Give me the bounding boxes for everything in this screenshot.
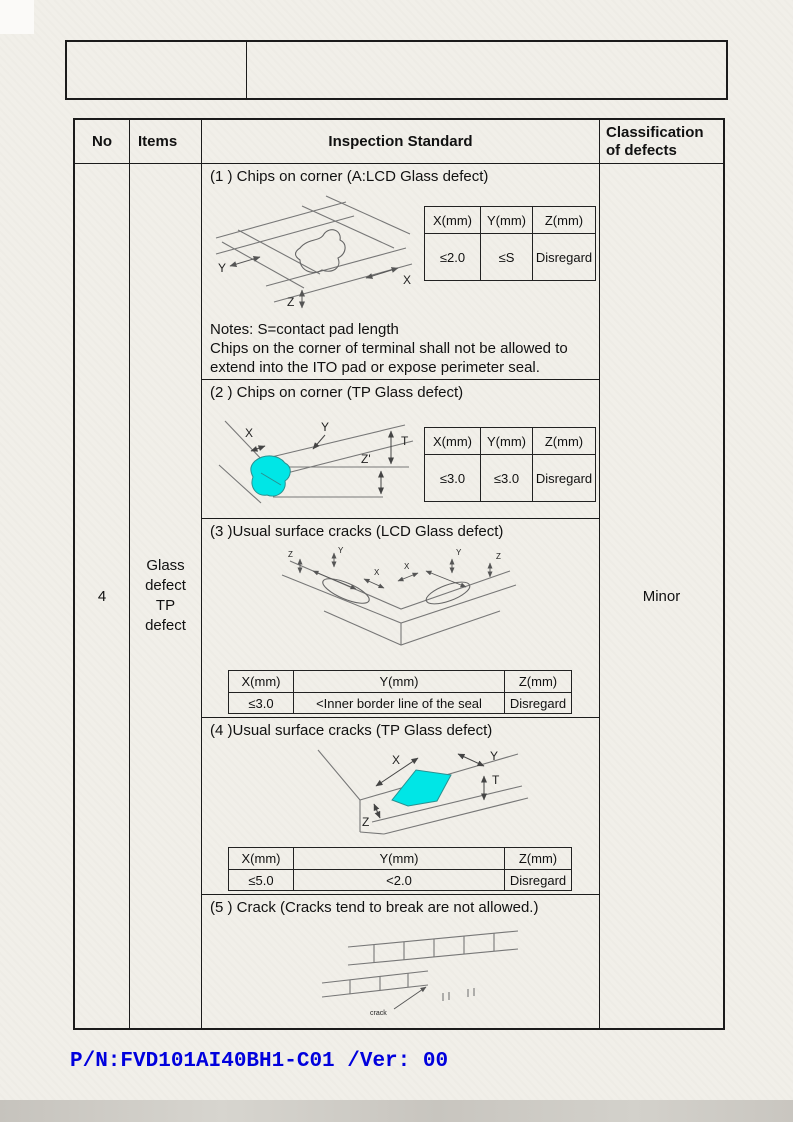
- d4-label-x: X: [392, 753, 401, 767]
- spec-table-1: [424, 206, 596, 281]
- d3-label-z: Z: [288, 550, 293, 559]
- section-chips-corner-lcd: [202, 164, 599, 380]
- spec3-header-z: Z(mm): [504, 671, 571, 692]
- items-line: defect: [145, 617, 186, 634]
- spec2-header-x: X(mm): [433, 433, 472, 449]
- diagram-chips-corner-lcd: [208, 190, 422, 314]
- spec3-value-x: ≤3.0: [229, 692, 293, 713]
- header-inspection-standard: Inspection Standard: [202, 120, 600, 163]
- header-classification-line1: Classification: [606, 123, 704, 141]
- diagram-surface-cracks-tp: [288, 742, 530, 844]
- items-line: defect: [145, 577, 186, 594]
- spec4-value-y: <2.0: [293, 869, 504, 890]
- page-corner-patch: [0, 0, 34, 34]
- spec4-header-y: Y(mm): [293, 848, 504, 869]
- d2-label-t: T: [401, 434, 409, 448]
- section1-heading: (1 ) Chips on corner (A:LCD Glass defect): [210, 168, 489, 185]
- diagram-surface-cracks-lcd: [238, 545, 520, 667]
- section-chips-corner-tp: [202, 380, 599, 519]
- spec4-value-x: ≤5.0: [229, 869, 293, 890]
- part-number-footer: P/N:FVD101AI40BH1-C01 /Ver: 00: [70, 1050, 449, 1073]
- spec1-value-y: ≤S: [480, 233, 532, 280]
- spec3-header-x: X(mm): [241, 674, 281, 689]
- d1-label-z: Z: [287, 295, 295, 309]
- diagram-crack: [308, 925, 530, 1020]
- note-line: Chips on the corner of terminal shall not be allowed to: [210, 340, 568, 357]
- d1-label-x: X: [403, 273, 412, 287]
- section4-heading: (4 )Usual surface cracks (TP Glass defect): [210, 722, 493, 739]
- items-line: TP: [155, 597, 176, 614]
- d2-label-y: Y: [321, 420, 330, 434]
- note-line: extend into the ITO pad or expose perimeter seal.: [210, 359, 540, 376]
- header-no: No: [75, 120, 130, 163]
- inspection-table-header: [75, 120, 723, 164]
- title-box-left-cell: [67, 42, 247, 98]
- spec4-header-z: Z(mm): [504, 848, 571, 869]
- spec2-header-y: Y(mm): [480, 428, 532, 454]
- section5-heading: (5 ) Crack (Cracks tend to break are not allowed.): [210, 899, 539, 916]
- section3-heading: (3 )Usual surface cracks (LCD Glass defect): [210, 523, 504, 540]
- inspection-table-row: [75, 164, 723, 1028]
- d1-label-y: Y: [218, 261, 227, 275]
- spec-table-3: [228, 670, 572, 714]
- spec2-value-x: ≤3.0: [425, 454, 480, 501]
- d3-label-y: Y: [456, 548, 462, 557]
- items-line: Glass: [146, 557, 185, 574]
- d3-label-x: X: [404, 562, 410, 571]
- d2-label-x: X: [245, 426, 254, 440]
- section1-notes: [210, 320, 568, 377]
- row-items-cell: [130, 164, 202, 1028]
- section-surface-cracks-tp: [202, 718, 599, 895]
- spec3-value-y: <Inner border line of the seal: [293, 692, 504, 713]
- title-box-right-cell: [247, 42, 726, 98]
- section-crack: [202, 895, 599, 1028]
- d2-label-z: Z': [361, 452, 371, 466]
- diagram-chips-corner-tp: [213, 415, 415, 515]
- d2-chip-area: [251, 456, 290, 496]
- spec1-header-y: Y(mm): [480, 207, 532, 233]
- d5-caption-crack: crack: [370, 1010, 387, 1017]
- spec1-value-x: ≤2.0: [425, 233, 480, 280]
- d4-label-t: T: [492, 773, 500, 787]
- d3-label-y: Y: [338, 546, 344, 555]
- row-no-cell: 4: [75, 164, 130, 1028]
- spec1-header-x: X(mm): [433, 212, 472, 228]
- spec-table-2: [424, 427, 596, 502]
- d4-label-y: Y: [490, 749, 499, 763]
- spec3-header-y: Y(mm): [293, 671, 504, 692]
- inspection-table: [73, 118, 725, 1030]
- spec1-value-z: Disregard: [532, 233, 595, 280]
- row-standard-cell: [202, 164, 600, 1028]
- header-items: Items: [130, 120, 202, 163]
- d4-label-z: Z: [362, 815, 370, 829]
- d3-label-x: X: [374, 568, 380, 577]
- document-title-box: [65, 40, 728, 100]
- row-classification-cell: Minor: [642, 587, 681, 605]
- spec-table-4: [228, 847, 572, 891]
- note-line: Notes: S=contact pad length: [210, 321, 399, 338]
- d3-label-z: Z: [496, 552, 501, 561]
- spec3-value-z: Disregard: [504, 692, 571, 713]
- spec1-header-z: Z(mm): [532, 207, 595, 233]
- spec4-value-z: Disregard: [504, 869, 571, 890]
- spec2-value-y: ≤3.0: [480, 454, 532, 501]
- page-bottom-strip: [0, 1100, 793, 1122]
- section2-heading: (2 ) Chips on corner (TP Glass defect): [210, 384, 464, 401]
- spec4-header-x: X(mm): [241, 851, 281, 866]
- header-classification-line2: of defects: [606, 141, 677, 159]
- header-classification: [600, 120, 723, 163]
- spec2-value-z: Disregard: [532, 454, 595, 501]
- section-surface-cracks-lcd: [202, 519, 599, 718]
- spec2-header-z: Z(mm): [532, 428, 595, 454]
